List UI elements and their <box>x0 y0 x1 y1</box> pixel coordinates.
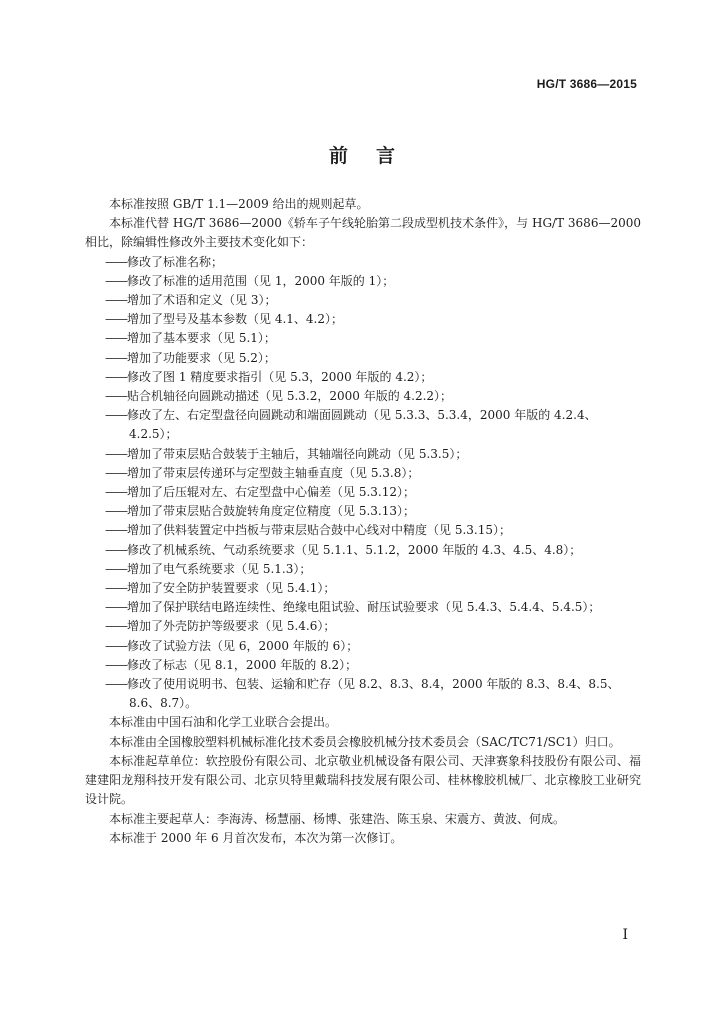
change-item-text: 修改了机械系统、气动系统要求（见 5.1.1、5.1.2，2000 年版的 4.3、4.5、4.8）； <box>127 542 582 557</box>
change-item <box>85 656 641 675</box>
change-item-text: 增加了型号及基本参数（见 4.1、4.2）； <box>127 312 343 327</box>
list-dash: —— <box>105 485 127 500</box>
change-item-text: 增加了带束层贴合鼓旋转角度定位精度（见 5.3.13）； <box>127 504 415 519</box>
change-item <box>85 521 641 540</box>
change-item-text: 修改了使用说明书、包装、运输和贮存（见 8.2、8.3、8.4，2000 年版的 8.3、8.4、8.5、8.6、8.7）。 <box>127 677 620 711</box>
list-dash: —— <box>105 312 127 327</box>
change-item <box>85 445 641 464</box>
change-item-text: 增加了基本要求（见 5.1）； <box>127 331 276 346</box>
change-item <box>85 541 641 560</box>
list-dash: —— <box>105 638 127 653</box>
list-dash: —— <box>105 619 127 634</box>
intro-paragraphs <box>85 195 641 253</box>
list-dash: —— <box>105 273 127 288</box>
list-dash: —— <box>105 657 127 672</box>
list-dash: —— <box>105 331 127 346</box>
change-item <box>85 310 641 329</box>
change-item-text: 增加了安全防护装置要求（见 5.4.1）； <box>127 581 336 596</box>
list-dash: —— <box>105 677 127 692</box>
change-item-text: 增加了功能要求（见 5.2）； <box>127 350 276 365</box>
paragraph: 本标准主要起草人：李海涛、杨慧丽、杨博、张建浩、陈玉泉、宋震方、黄波、何成。 <box>109 811 566 826</box>
change-item <box>85 464 641 483</box>
document-code: HG/T 3686—2015 <box>536 77 637 91</box>
page-title: 前言 <box>328 145 423 167</box>
change-item-text: 增加了外壳防护等级要求（见 5.4.6）； <box>127 619 336 634</box>
change-item-text: 增加了保护联结电路连续性、绝缘电阻试验、耐压试验要求（见 5.4.3、5.4.4、5.4.5）； <box>127 600 601 615</box>
list-dash: —— <box>105 523 127 538</box>
change-item <box>85 406 641 444</box>
list-dash: —— <box>105 254 127 269</box>
change-item <box>85 272 641 291</box>
change-item-text: 修改了试验方法（见 6，2000 年版的 6）； <box>127 638 359 653</box>
list-dash: —— <box>105 561 127 576</box>
list-dash: —— <box>105 369 127 384</box>
change-item <box>85 483 641 502</box>
change-item <box>85 637 641 656</box>
change-item-text: 增加了带束层传递环与定型鼓主轴垂直度（见 5.3.8）； <box>127 465 420 480</box>
list-dash: —— <box>105 350 127 365</box>
change-item-text: 增加了后压辊对左、右定型盘中心偏差（见 5.3.12）； <box>127 485 415 500</box>
change-item <box>85 349 641 368</box>
change-item <box>85 291 641 310</box>
change-item <box>85 617 641 636</box>
paragraph: 本标准由全国橡胶塑料机械标准化技术委员会橡胶机械分技术委员会（SAC/TC71/SC1）归口。 <box>109 734 621 749</box>
list-dash: —— <box>105 542 127 557</box>
document-body <box>85 195 641 848</box>
paragraph: 本标准按照 GB/T 1.1—2009 给出的规则起草。 <box>109 197 369 211</box>
change-item-text: 增加了带束层贴合鼓装于主轴后，其轴端径向跳动（见 5.3.5）； <box>127 446 468 461</box>
change-item <box>85 560 641 579</box>
change-item-text: 贴合机轴径向圆跳动描述（见 5.3.2，2000 年版的 4.2.2）； <box>127 389 453 404</box>
change-item <box>85 598 641 617</box>
change-item-text: 增加了电气系统要求（见 5.1.3）； <box>127 561 312 576</box>
change-item <box>85 368 641 387</box>
changes-list <box>85 253 641 714</box>
list-dash: —— <box>105 504 127 519</box>
paragraph: 本标准于 2000 年 6 月首次发布，本次为第一次修订。 <box>109 830 403 845</box>
paragraph: 本标准代替 HG/T 3686—2000《轿车子午线轮胎第二段成型机技术条件》，与 HG/T 3686—2000 相比，除编辑性修改外主要技术变化如下： <box>85 216 641 250</box>
change-item-text: 增加了术语和定义（见 3）； <box>127 293 277 308</box>
list-dash: —— <box>105 293 127 308</box>
change-item-text: 修改了图 1 精度要求指引（见 5.3，2000 年版的 4.2）； <box>127 369 433 384</box>
change-item-text: 修改了标准名称； <box>127 254 224 269</box>
paragraph: 本标准由中国石油和化学工业联合会提出。 <box>109 715 338 730</box>
list-dash: —— <box>105 446 127 461</box>
change-item-text: 修改了左、右定型盘径向圆跳动和端面圆跳动（见 5.3.3、5.3.4，2000 年版的 4.2.4、4.2.5）； <box>127 408 597 442</box>
paragraph: 本标准起草单位：软控股份有限公司、北京敬业机械设备有限公司、天津赛象科技股份有限公司、福建建阳龙翔科技开发有限公司、北京贝特里戴瑞科技发展有限公司、桂林橡胶机械厂、北京橡胶工业研究设计院。 <box>85 753 641 807</box>
change-item <box>85 675 641 713</box>
change-item <box>85 387 641 406</box>
change-item <box>85 329 641 348</box>
closing-paragraphs <box>85 713 641 847</box>
page-number: I <box>622 927 628 943</box>
change-item-text: 修改了标准的适用范围（见 1，2000 年版的 1）； <box>127 273 395 288</box>
change-item <box>85 253 641 272</box>
list-dash: —— <box>105 600 127 615</box>
list-dash: —— <box>105 389 127 404</box>
change-item <box>85 579 641 598</box>
change-item-text: 增加了供料装置定中挡板与带束层贴合鼓中心线对中精度（见 5.3.15）； <box>127 523 511 538</box>
change-item-text: 修改了标志（见 8.1，2000 年版的 8.2）； <box>127 657 358 672</box>
list-dash: —— <box>105 581 127 596</box>
list-dash: —— <box>105 465 127 480</box>
change-item <box>85 502 641 521</box>
list-dash: —— <box>105 408 127 423</box>
